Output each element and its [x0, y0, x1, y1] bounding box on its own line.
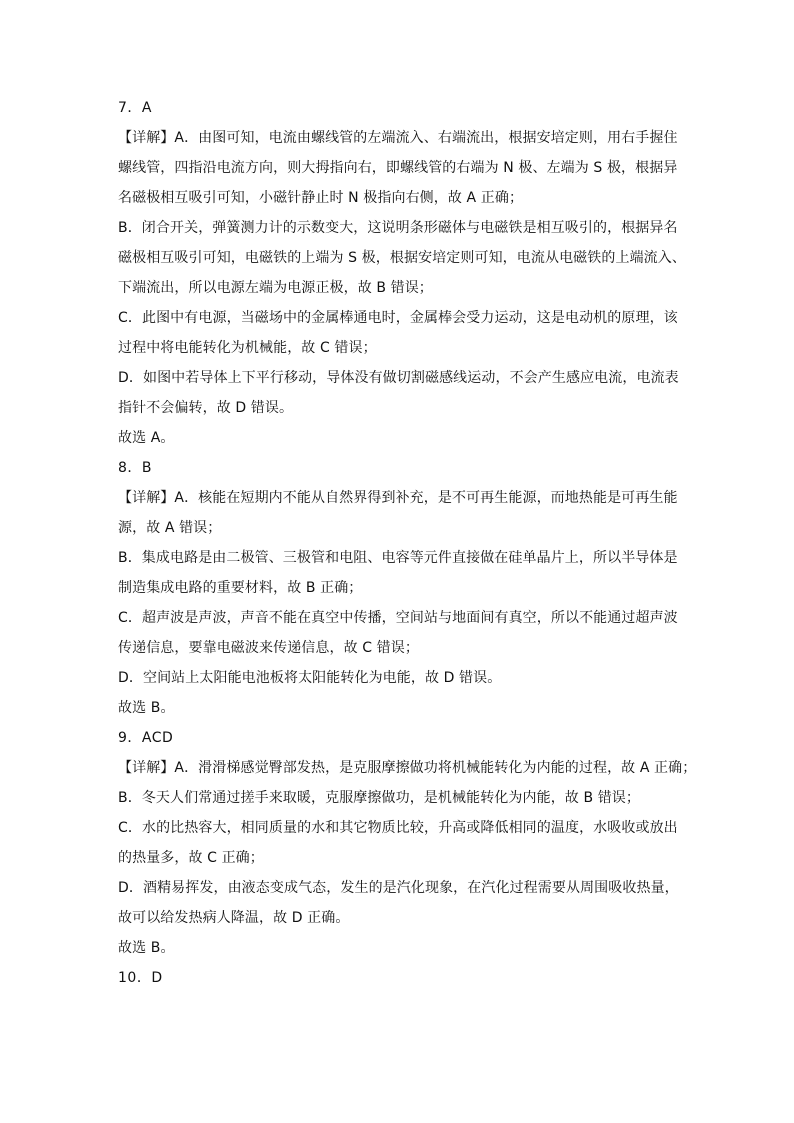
text-line: 【详解】A．由图可知，电流由螺线管的左端流入、右端流出，根据安培定则，用右手握住	[118, 130, 678, 146]
text-line: 故选 A。	[118, 430, 175, 446]
text-line: C．超声波是声波，声音不能在真空中传播，空间站与地面间有真空，所以不能通过超声波	[118, 610, 678, 626]
answer-label: 9．ACD	[118, 730, 174, 746]
answer-heading	[118, 460, 678, 476]
explanation-paragraph	[118, 370, 678, 416]
answer-heading	[118, 730, 678, 746]
text-line: 故选 B。	[118, 940, 175, 956]
explanation-paragraph	[118, 130, 678, 206]
explanation-paragraph	[118, 310, 678, 356]
text-line: 名磁极相互吸引可知，小磁针静止时 N 极指向右侧，故 A 正确；	[118, 190, 524, 206]
text-line: C．水的比热容大，相同质量的水和其它物质比较，升高或降低相同的温度，水吸收或放出	[118, 820, 678, 836]
explanation-paragraph	[118, 880, 678, 926]
explanation-paragraph	[118, 490, 678, 536]
explanation-paragraph	[118, 940, 678, 956]
answer-heading	[118, 100, 678, 116]
text-line: 螺线管，四指沿电流方向，则大拇指向右，即螺线管的右端为 N 极、左端为 S 极，根据异	[118, 160, 678, 176]
explanation-paragraph	[118, 670, 678, 686]
text-line: B．冬天人们常通过搓手来取暖，克服摩擦做功，是机械能转化为内能，故 B 错误；	[118, 790, 641, 806]
text-line: 的热量多，故 C 正确；	[118, 850, 264, 866]
text-line: 指针不会偏转，故 D 错误。	[118, 400, 294, 416]
document-page	[118, 100, 697, 1000]
explanation-paragraph	[118, 820, 678, 866]
text-line: 制造集成电路的重要材料，故 B 正确；	[118, 580, 363, 596]
text-line: B．集成电路是由二极管、三极管和电阻、电容等元件直接做在硅单晶片上，所以半导体是	[118, 550, 678, 566]
text-line: 【详解】A．核能在短期内不能从自然界得到补充，是不可再生能源，而地热能是可再生能	[118, 490, 678, 506]
text-line: 下端流出，所以电源左端为电源正极，故 B 错误；	[118, 280, 433, 296]
text-line: D．如图中若导体上下平行移动，导体没有做切割磁感线运动，不会产生感应电流，电流表	[118, 370, 679, 386]
text-line: 传递信息，要靠电磁波来传递信息，故 C 错误；	[118, 640, 419, 656]
explanation-paragraph	[118, 550, 678, 596]
text-line: D．酒精易挥发，由液态变成气态，发生的是汽化现象，在汽化过程需要从周围吸收热量，	[118, 880, 679, 896]
text-line: B．闭合开关，弹簧测力计的示数变大，这说明条形磁体与电磁铁是相互吸引的，根据异名	[118, 220, 678, 236]
text-line: 故选 B。	[118, 700, 175, 716]
answer-label: 7．A	[118, 100, 152, 116]
explanation-paragraph	[118, 760, 697, 776]
answer-label: 10．D	[118, 970, 163, 986]
text-line: 磁极相互吸引可知，电磁铁的上端为 S 极，根据安培定则可知，电流从电磁铁的上端流入、	[118, 250, 686, 266]
text-line: D．空间站上太阳能电池板将太阳能转化为电能，故 D 错误。	[118, 670, 502, 686]
text-line: 故可以给发热病人降温，故 D 正确。	[118, 910, 350, 926]
explanation-paragraph	[118, 610, 678, 656]
explanation-paragraph	[118, 790, 678, 806]
text-line: C．此图中有电源，当磁场中的金属棒通电时，金属棒会受力运动，这是电动机的原理，该	[118, 310, 678, 326]
answer-heading	[118, 970, 678, 986]
explanation-paragraph	[118, 700, 678, 716]
text-line: 【详解】A．滑滑梯感觉臀部发热，是克服摩擦做功将机械能转化为内能的过程，故 A 正确；	[118, 760, 697, 776]
explanation-paragraph	[118, 430, 678, 446]
answer-label: 8．B	[118, 460, 153, 476]
text-line: 过程中将电能转化为机械能，故 C 错误；	[118, 340, 377, 356]
text-line: 源，故 A 错误；	[118, 520, 222, 536]
explanation-paragraph	[118, 220, 686, 296]
